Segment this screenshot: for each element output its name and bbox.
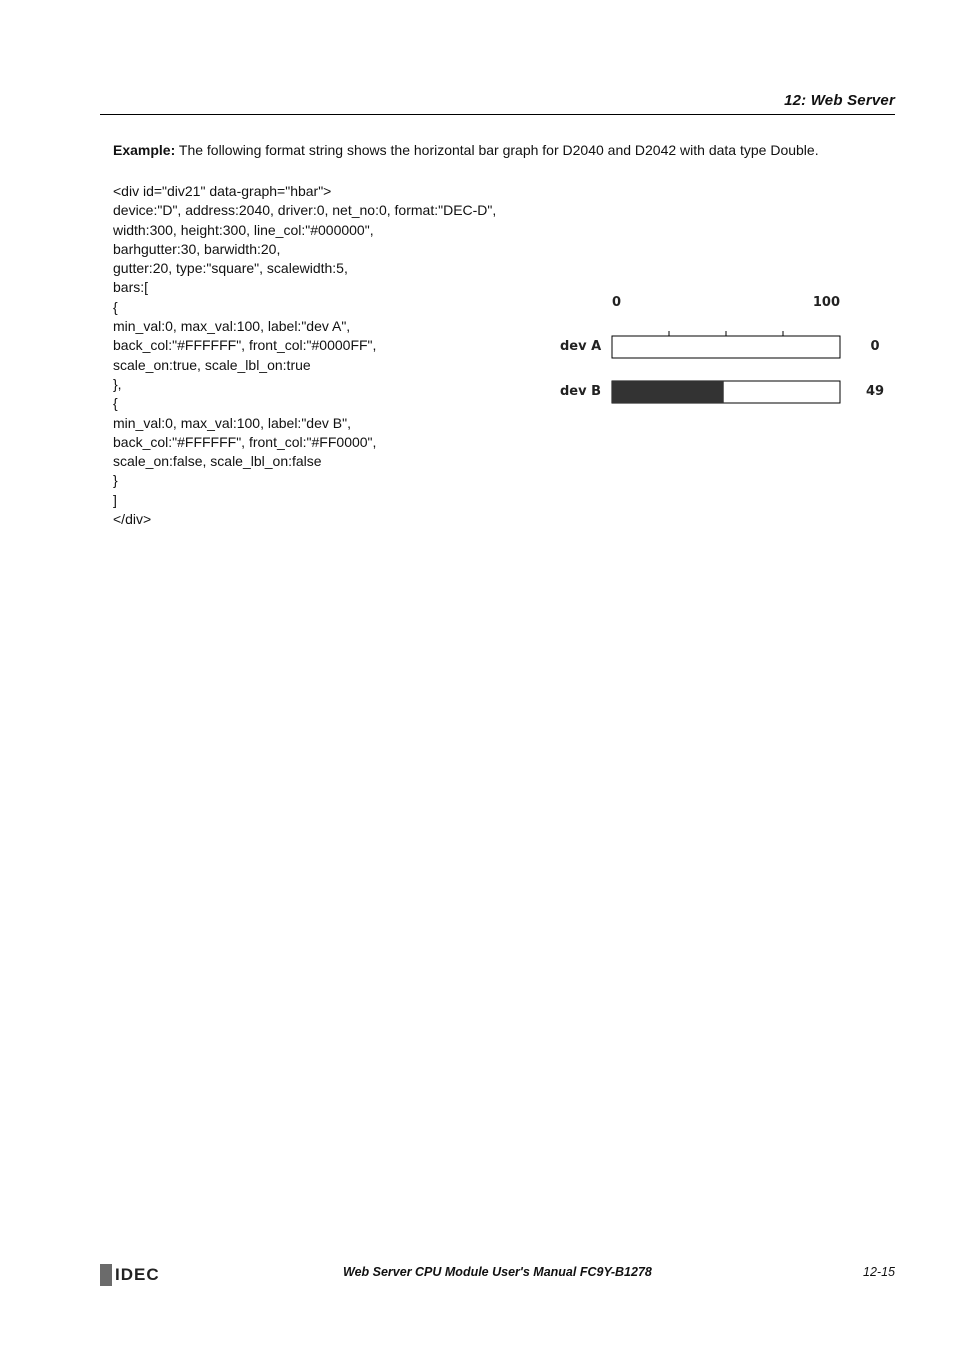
logo-mark xyxy=(100,1264,112,1286)
code-block xyxy=(113,182,496,529)
code-line: back_col:"#FFFFFF", front_col:"#0000FF", xyxy=(113,337,377,354)
code-line: scale_on:true, scale_lbl_on:true xyxy=(113,356,311,373)
code-line: width:300, height:300, line_col:"#000000", xyxy=(113,221,374,238)
scale-label: 0 xyxy=(612,295,622,310)
code-line: ] xyxy=(113,491,117,508)
code-line: gutter:20, type:"square", scalewidth:5, xyxy=(113,260,348,277)
chapter-title: 12: Web Server xyxy=(784,92,895,109)
code-line: { xyxy=(113,298,118,315)
code-line: min_val:0, max_val:100, label:"dev B", xyxy=(113,414,351,431)
code-line: scale_on:false, scale_lbl_on:false xyxy=(113,453,322,470)
hbar-graph xyxy=(555,288,895,418)
example-text: The following format string shows the horizontal bar graph for D2040 and D2042 with data type Double. xyxy=(175,142,819,158)
header-rule xyxy=(100,114,895,115)
code-line: } xyxy=(113,472,118,489)
bar-category-label: dev A xyxy=(560,339,602,354)
example-label: Example: xyxy=(113,142,176,158)
bar-value-label: 49 xyxy=(865,384,885,399)
bar-category-label: dev B xyxy=(560,384,602,399)
bar-fill xyxy=(612,381,724,403)
example-paragraph xyxy=(113,142,819,158)
code-line: back_col:"#FFFFFF", front_col:"#FF0000", xyxy=(113,433,377,450)
scale-label: 100 xyxy=(812,295,840,310)
manual-title: Web Server CPU Module User's Manual FC9Y-B1278 xyxy=(343,1265,652,1279)
code-line: { xyxy=(113,395,118,412)
code-line: bars:[ xyxy=(113,279,149,296)
page-number: 12-15 xyxy=(863,1265,895,1279)
code-line: }, xyxy=(113,375,122,392)
code-line: <div id="div21" data-graph="hbar"> xyxy=(113,183,332,199)
idec-logo xyxy=(100,1263,160,1287)
bar-background xyxy=(612,336,840,358)
bar-value-label: 0 xyxy=(870,339,880,354)
code-line: </div> xyxy=(113,511,152,528)
code-line: device:"D", address:2040, driver:0, net_no:0, format:"DEC-D", xyxy=(113,202,497,219)
code-line: barhgutter:30, barwidth:20, xyxy=(113,240,281,257)
code-line: min_val:0, max_val:100, label:"dev A", xyxy=(113,318,351,335)
logo-text: IDEC xyxy=(115,1265,160,1284)
